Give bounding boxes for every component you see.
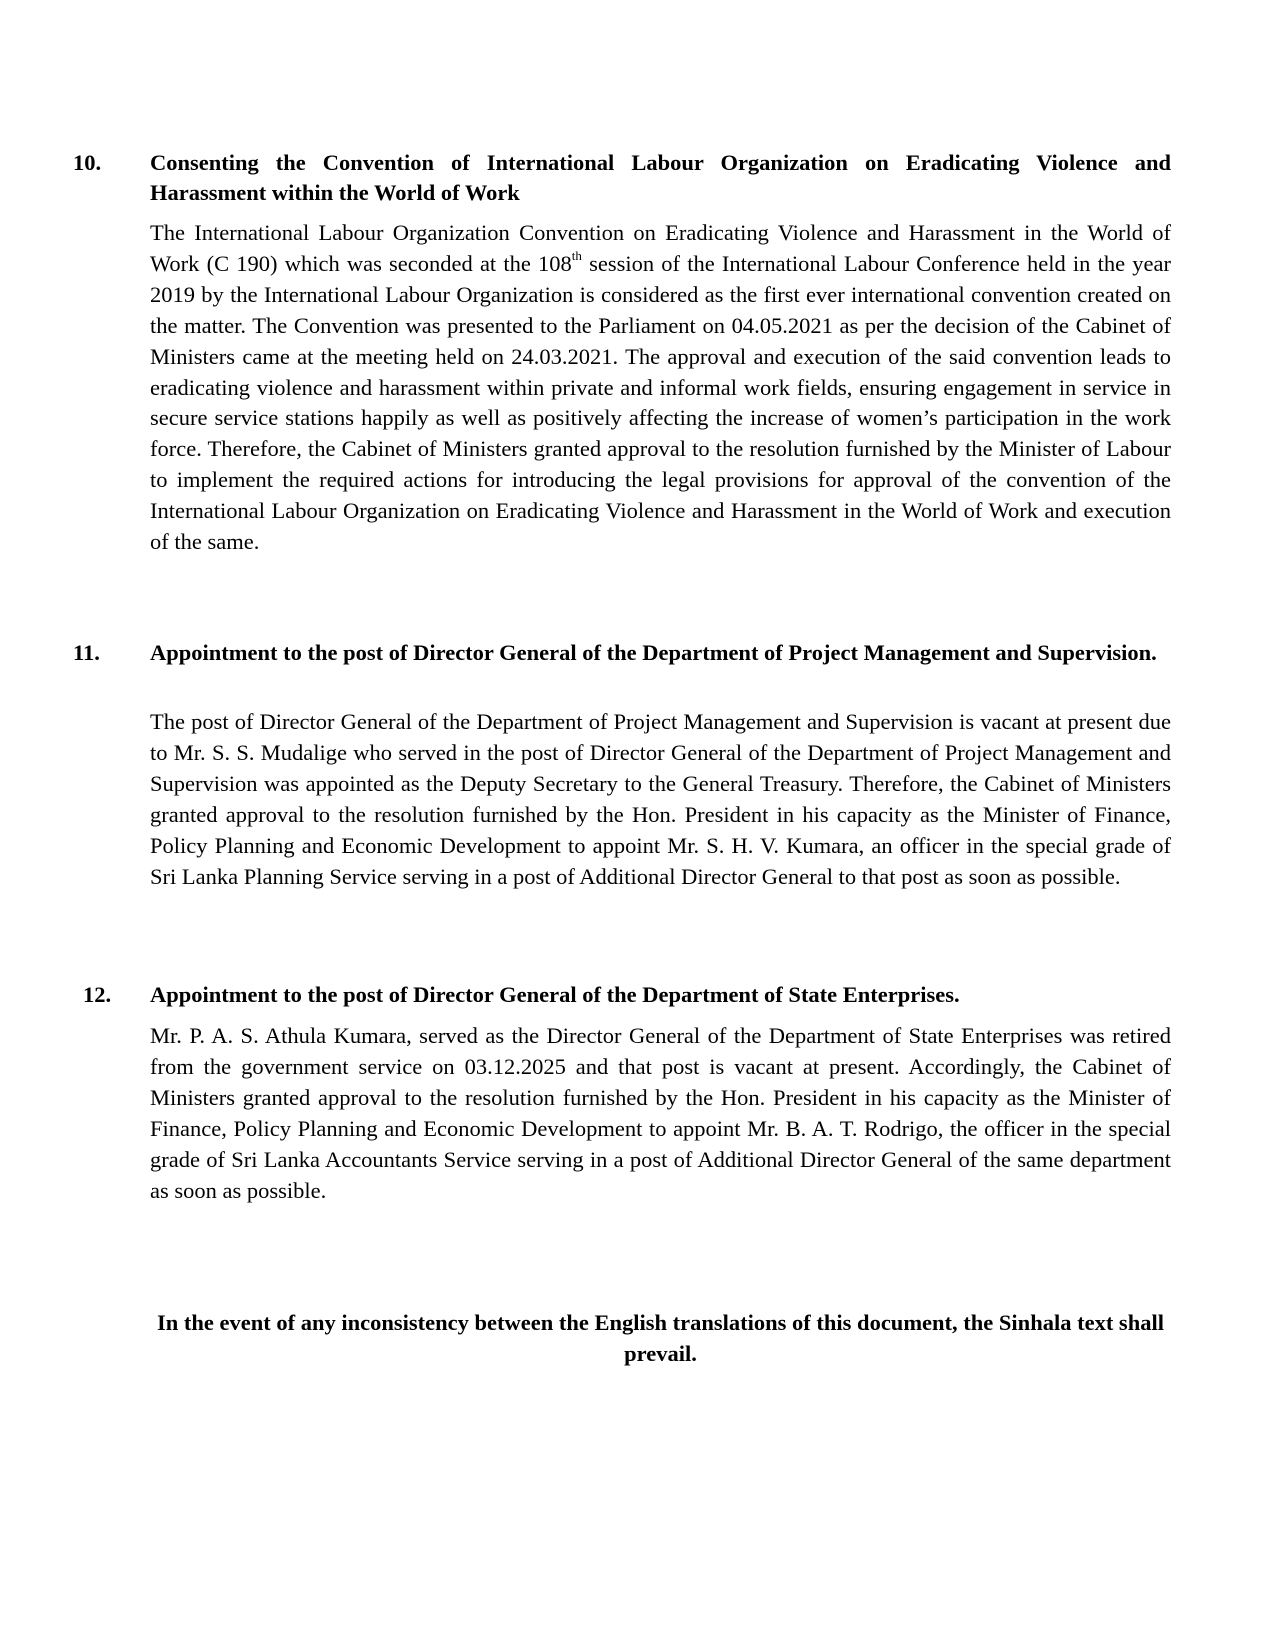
item-body-text: The International Labour Organization Convention on Eradicating Violence and Harassment in the World of Work (C 190) which was seconded at the 108 xyxy=(150,220,1171,276)
item-number: 12. xyxy=(83,982,112,1007)
language-notice: In the event of any inconsistency between the English translations of this document, the Sinhala text shall prevail. xyxy=(157,1310,1164,1366)
superscript: th xyxy=(571,248,582,264)
item-title: Appointment to the post of Director General of the Department of Project Management and Supervision. xyxy=(150,640,1157,665)
item-body: The post of Director General of the Department of Project Management and Supervision is vacant at present due to Mr. S. S. Mudalige who served in the post of Director General of the Department of Project Management and Supervision was appointed as the Deputy Secretary to the General Treasury. Therefore, the Cabinet of Ministers granted approval to the resolution furnished by the Hon. President in his capacity as the Minister of Finance, Policy Planning and Economic Development to appoint Mr. S. H. V. Kumara, an officer in the special grade of Sri Lanka Planning Service serving in a post of Additional Director General to that post as soon as possible. xyxy=(150,709,1171,889)
item-body-text: session of the International Labour Conference held in the year 2019 by the International Labour Organization is considered as the first ever international convention created on the matter. The Convention was presented to the Parliament on 04.05.2021 as per the decision of the Cabinet of Ministers came at the meeting held on 24.03.2021. The approval and execution of the said convention leads to eradicating violence and harassment within private and informal work fields, ensuring engagement in service in secure service stations happily as well as positively affecting the increase of women’s participation in the work force. Therefore, the Cabinet of Ministers granted approval to the resolution furnished by the Minister of Labour to implement the required actions for introducing the legal provisions for approval of the convention of the International Labour Organization on Eradicating Violence and Harassment in the World of Work and execution of the same. xyxy=(150,250,1171,555)
item-number: 11. xyxy=(73,640,100,665)
item-title: Consenting the Convention of International Labour Organization on Eradicating Violence and Harassment within the World of Work xyxy=(150,150,1171,205)
item-title: Appointment to the post of Director General of the Department of State Enterprises. xyxy=(150,982,960,1007)
item-number: 10. xyxy=(73,150,102,175)
item-body: Mr. P. A. S. Athula Kumara, served as the Director General of the Department of State Enterprises was retired from the government service on 03.12.2025 and that post is vacant at present. Accordingly, the Cabinet of Ministers granted approval to the resolution furnished by the Hon. President in his capacity as the Minister of Finance, Policy Planning and Economic Development to appoint Mr. B. A. T. Rodrigo, the officer in the special grade of Sri Lanka Accountants Service serving in a post of Additional Director General of the same department as soon as possible. xyxy=(150,1023,1171,1203)
item-body xyxy=(150,218,1171,558)
